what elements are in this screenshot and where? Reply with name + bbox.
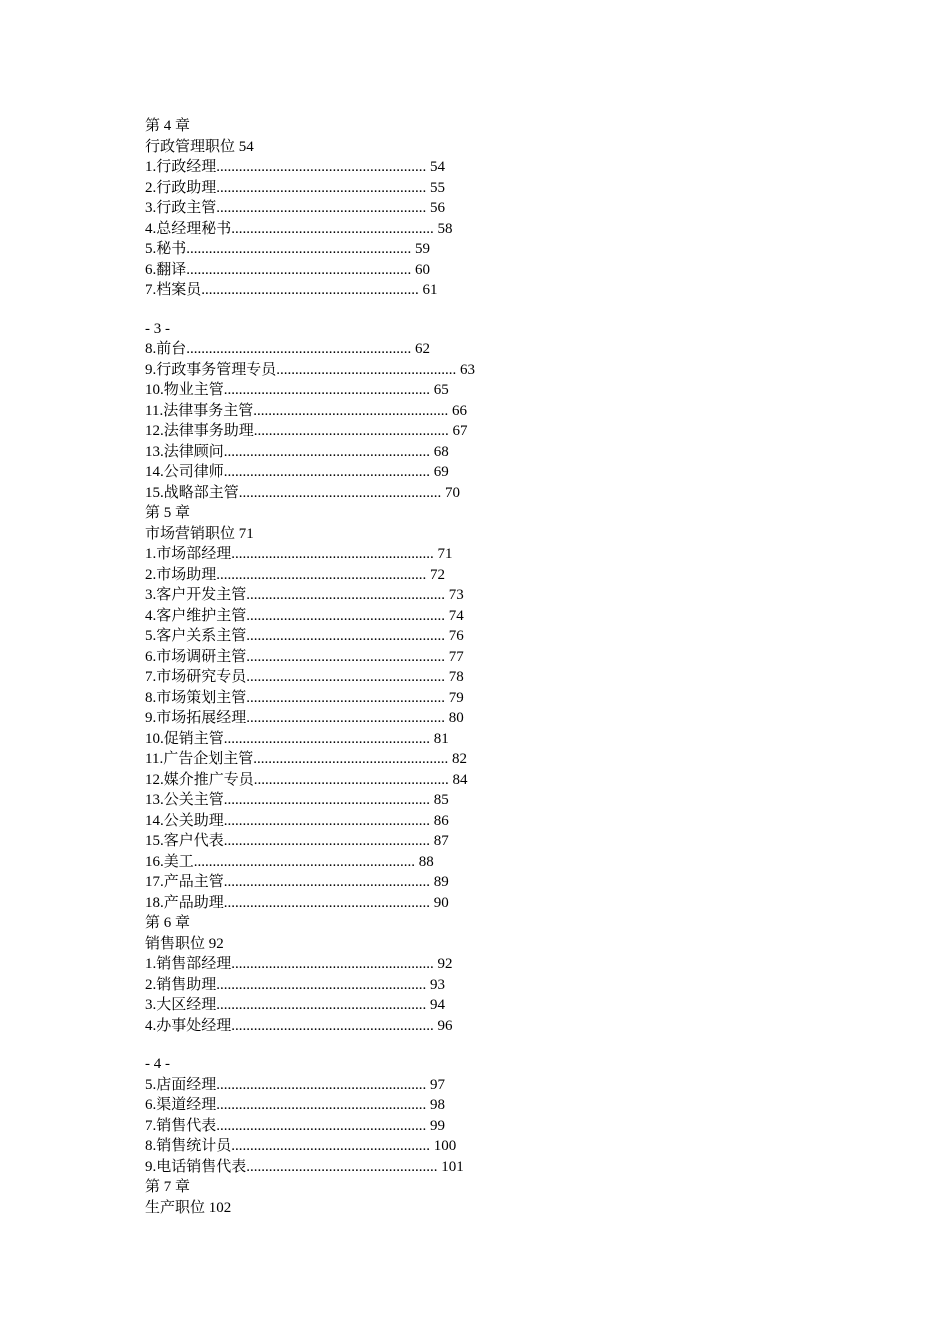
toc-entry-page: 55 [430,179,446,196]
toc-entry[interactable] [145,1075,475,1096]
toc-entry-label: 1.市场部经理 [145,546,232,562]
toc-entry-page: 98 [430,1097,446,1113]
toc-entry-label: 15.客户代表 [145,833,224,849]
toc-entry[interactable] [145,585,475,606]
toc-entry-label: 5.店面经理 [145,1076,217,1093]
toc-entry[interactable] [145,380,475,401]
chapter-heading: 第 4 章 [145,118,191,134]
toc-entry[interactable] [145,667,475,688]
toc-entry-label: 1.销售部经理 [145,956,232,972]
toc-entry-label: 18.产品助理 [145,894,224,911]
chapter-heading: 第 5 章 [145,505,191,521]
toc-entry-page: 96 [437,1017,453,1034]
toc-entry-label: 5.客户关系主管 [145,628,247,644]
toc-entry[interactable] [145,1136,475,1157]
toc-entry-page: 78 [448,669,464,685]
toc-entry[interactable] [145,749,475,770]
toc-entry-label: 13.法律顾问 [145,443,224,460]
toc-entry[interactable] [145,219,475,240]
toc-leader-dots: ..................................................... [246,628,449,644]
toc-entry-label: 2.销售助理 [145,976,217,993]
toc-entry-page: 73 [448,587,464,603]
chapter-heading: 销售职位 92 [145,935,224,952]
toc-entry-label: 12.法律事务助理 [145,423,254,439]
toc-leader-dots: ....................................................... [223,894,434,911]
toc-entry[interactable] [145,442,475,463]
toc-leader-dots: ..................................................... [246,607,449,624]
toc-entry-page: 59 [415,241,431,257]
toc-leader-dots: ....................................................... [223,833,434,849]
toc-entry-page: 71 [437,546,453,562]
toc-entry-label: 8.销售统计员 [145,1138,232,1154]
toc-entry-page: 82 [451,751,467,767]
toc-leader-dots: ..................................................... [246,689,449,706]
toc-leader-dots: ...................................................... [231,220,438,237]
toc-entry-page: 97 [430,1076,446,1093]
chapter-heading: 第 7 章 [145,1179,191,1195]
toc-entry[interactable] [145,729,475,750]
toc-entry-label: 7.档案员 [145,282,202,298]
toc-entry-page: 60 [415,261,431,278]
chapter-heading: 市场营销职位 71 [145,525,254,542]
toc-entry-page: 79 [448,689,464,706]
toc-leader-dots: ...................................................... [231,956,438,972]
toc-entry-label: 1.行政经理 [145,159,217,175]
toc-entry-label: 6.市场调研主管 [145,648,247,665]
toc-entry-label: 8.前台 [145,341,187,357]
toc-entry-page: 89 [433,874,449,890]
toc-leader-dots: ..................................................... [246,669,449,685]
toc-entry-label: 8.市场策划主管 [145,689,247,706]
toc-entry-label: 14.公关助理 [145,812,224,829]
toc-entry[interactable] [145,872,475,893]
toc-entry[interactable] [145,198,475,219]
toc-entry[interactable] [145,626,475,647]
toc-entry-label: 10.促销主管 [145,730,224,747]
toc-entry[interactable] [145,852,475,873]
toc-entry[interactable] [145,421,475,442]
toc-entry[interactable] [145,360,475,381]
toc-entry-page: 84 [452,771,468,788]
toc-leader-dots: .................................................... [253,751,452,767]
toc-entry-label: 11.广告企划主管 [145,751,254,767]
toc-entry[interactable] [145,1116,475,1137]
toc-entry-page: 77 [448,648,464,665]
toc-entry-page: 100 [433,1138,457,1154]
toc-entry-label: 3.大区经理 [145,997,217,1013]
toc-page [145,116,475,1218]
toc-entry-label: 14.公司律师 [145,464,224,480]
toc-entry-page: 67 [452,423,468,439]
chapter-heading: 行政管理职位 54 [145,138,254,155]
toc-entry-page: 66 [451,402,467,419]
toc-entry-label: 3.客户开发主管 [145,587,247,603]
toc-entry-label: 12.媒介推广专员 [145,771,254,788]
toc-entry-label: 4.办事处经理 [145,1017,232,1034]
toc-entry[interactable] [145,1157,475,1178]
toc-entry[interactable] [145,462,475,483]
toc-leader-dots: ..................................................... [246,648,449,665]
toc-entry-page: 54 [430,159,446,175]
toc-entry-label: 4.客户维护主管 [145,607,247,624]
toc-leader-dots: .................................................... [253,771,453,788]
toc-entry[interactable] [145,606,475,627]
toc-leader-dots: ........................................................ [216,179,431,196]
toc-entry-page: 69 [433,464,449,480]
toc-leader-dots: ........................................................ [216,997,431,1013]
toc-entry-label: 4.总经理秘书 [145,220,232,237]
toc-entry-label: 11.法律事务主管 [145,402,254,419]
toc-entry[interactable] [145,790,475,811]
toc-entry-page: 90 [433,894,449,911]
toc-entry-page: 80 [448,710,464,726]
toc-leader-dots: ....................................................... [223,730,434,747]
toc-leader-dots: ........................................................ [216,1117,431,1134]
toc-entry-page: 99 [430,1117,446,1134]
toc-entry-page: 68 [433,443,449,460]
toc-entry-page: 88 [418,853,434,870]
toc-leader-dots: ............................................................ [186,261,416,278]
toc-leader-dots: ..................................................... [231,1138,434,1154]
toc-entry-page: 62 [415,341,431,357]
toc-entry-page: 63 [460,361,476,378]
toc-entry-label: 3.行政主管 [145,200,217,216]
toc-leader-dots: ...................................................... [231,546,438,562]
toc-leader-dots: ....................................................... [223,382,434,398]
toc-leader-dots: .................................................... [253,423,453,439]
toc-entry[interactable] [145,1095,475,1116]
toc-entry-page: 70 [445,484,461,501]
toc-entry-page: 76 [448,628,464,644]
toc-entry[interactable] [145,893,475,914]
toc-leader-dots: ....................................................... [223,812,434,829]
toc-entry[interactable] [145,708,475,729]
toc-entry[interactable] [145,178,475,199]
toc-entry-label: 9.市场拓展经理 [145,710,247,726]
toc-leader-dots: ...................................................... [231,1017,438,1034]
toc-leader-dots: ........................................................ [216,200,431,216]
toc-entry[interactable] [145,260,475,281]
toc-leader-dots: ....................................................... [223,464,434,480]
toc-entry-label: 2.市场助理 [145,566,217,583]
toc-entry-label: 16.美工 [145,853,194,870]
toc-leader-dots: ..................................................... [246,587,449,603]
toc-entry[interactable] [145,811,475,832]
toc-entry-label: 5.秘书 [145,241,187,257]
toc-entry-label: 9.电话销售代表 [145,1158,247,1175]
toc-entry-label: 10.物业主管 [145,382,224,398]
toc-entry-label: 7.市场研究专员 [145,669,247,685]
toc-leader-dots: ............................................................ [186,341,416,357]
toc-leader-dots: ........................................................ [216,976,431,993]
toc-leader-dots: ................................................ [276,361,461,378]
toc-leader-dots: ....................................................... [223,792,434,808]
toc-entry-label: 17.产品主管 [145,874,224,890]
toc-entry-page: 72 [430,566,446,583]
toc-entry-label: 7.销售代表 [145,1117,217,1134]
toc-entry[interactable] [145,483,475,504]
toc-entry[interactable] [145,339,475,360]
toc-entry[interactable] [145,157,475,178]
toc-entry[interactable] [145,239,475,260]
toc-entry-page: 85 [433,792,449,808]
toc-entry-page: 56 [430,200,446,216]
toc-leader-dots: ........................................................ [216,566,431,583]
toc-leader-dots: ............................................................ [186,241,416,257]
toc-entry[interactable] [145,544,475,565]
toc-entry[interactable] [145,995,475,1016]
page-number: - 3 - [145,320,170,337]
toc-leader-dots: ................................................... [246,1158,442,1175]
page-number: - 4 - [145,1056,170,1072]
toc-entry[interactable] [145,401,475,422]
toc-entry[interactable] [145,280,475,301]
toc-entry-page: 93 [430,976,446,993]
toc-entry[interactable] [145,831,475,852]
toc-entry-label: 6.翻译 [145,261,187,278]
toc-leader-dots: ........................................................ [216,1076,431,1093]
toc-entry-page: 94 [430,997,446,1013]
toc-leader-dots: ........................................................ [216,1097,431,1113]
toc-entry-page: 92 [437,956,453,972]
toc-entry-page: 65 [433,382,449,398]
toc-entry-label: 2.行政助理 [145,179,217,196]
spacer [145,1036,475,1054]
toc-leader-dots: ....................................................... [223,874,434,890]
toc-entry-page: 58 [437,220,453,237]
toc-leader-dots: .......................................................... [201,282,423,298]
toc-entry-label: 9.行政事务管理专员 [145,361,277,378]
toc-entry-page: 101 [441,1158,464,1175]
toc-entry[interactable] [145,565,475,586]
toc-entry[interactable] [145,688,475,709]
toc-entry[interactable] [145,770,475,791]
toc-entry-label: 15.战略部主管 [145,484,239,501]
toc-leader-dots: ........................................................... [193,853,419,870]
toc-entry-label: 13.公关主管 [145,792,224,808]
toc-leader-dots: ..................................................... [246,710,449,726]
toc-entry-page: 86 [433,812,449,829]
toc-leader-dots: .................................................... [253,402,452,419]
toc-entry[interactable] [145,647,475,668]
toc-entry[interactable] [145,1016,475,1037]
spacer [145,301,475,319]
toc-entry-page: 74 [448,607,464,624]
toc-entry-page: 87 [433,833,449,849]
toc-entry-label: 6.渠道经理 [145,1097,217,1113]
toc-leader-dots: ........................................................ [216,159,431,175]
toc-entry[interactable] [145,954,475,975]
toc-entry-page: 61 [422,282,438,298]
chapter-heading: 第 6 章 [145,915,191,931]
toc-entry[interactable] [145,975,475,996]
toc-leader-dots: ...................................................... [238,484,446,501]
chapter-heading: 生产职位 102 [145,1199,232,1216]
toc-entry-page: 81 [433,730,449,747]
toc-leader-dots: ....................................................... [223,443,434,460]
